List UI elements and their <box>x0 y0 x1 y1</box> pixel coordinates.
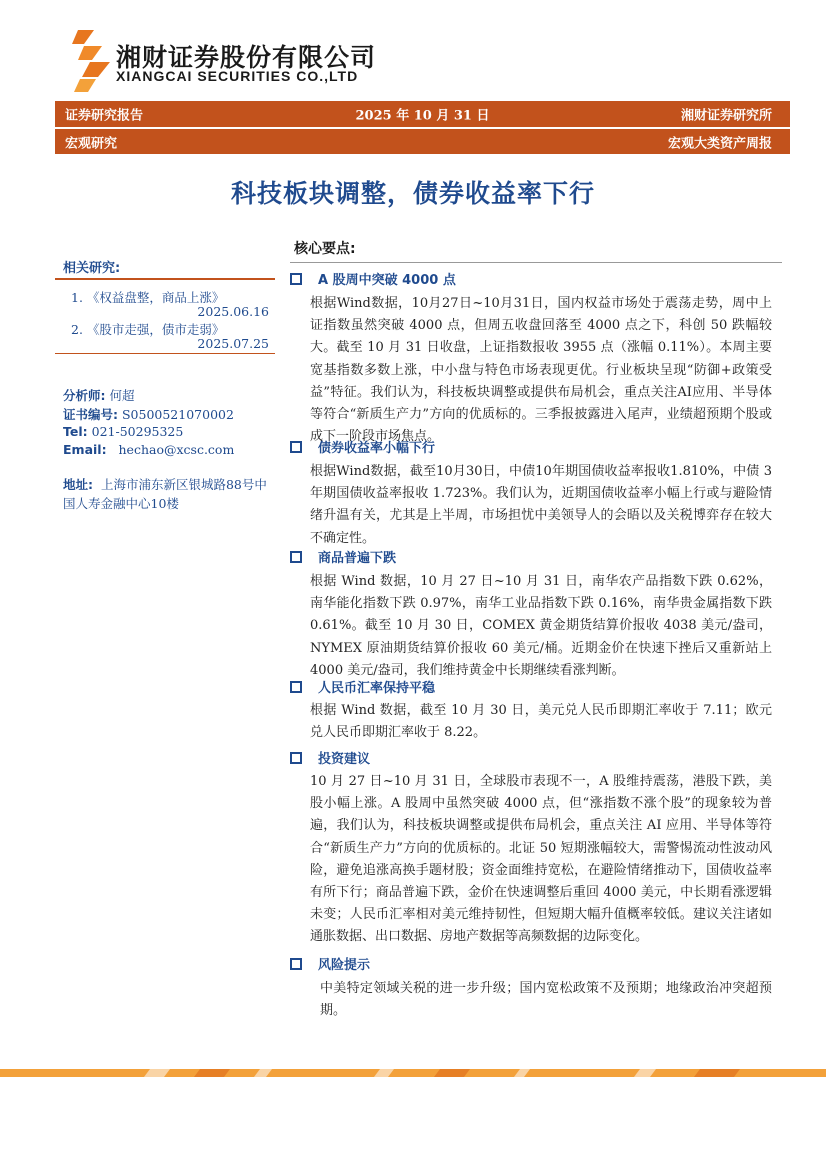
section-title: 风险提示 <box>290 954 370 973</box>
section-title: 商品普遍下跌 <box>290 547 396 566</box>
report-type: 证券研究报告 <box>65 108 144 124</box>
report-date: 2025 年 10 月 31 日 <box>355 108 490 124</box>
company-logo-icon <box>70 30 110 92</box>
analyst-tel: Tel: 021-50295325 <box>63 424 184 439</box>
related-research-item[interactable]: 2. 《股市走强，债市走弱》 <box>71 322 225 337</box>
related-research-item[interactable]: 1. 《权益盘整，商品上涨》 <box>71 290 225 305</box>
category-banner <box>55 129 790 154</box>
core-points-heading: 核心要点: <box>294 241 356 257</box>
header-banner <box>55 101 790 127</box>
section-body: 10 月 27 日~10 月 31 日，全球股市表现不一，A 股维持震荡，港股下跌，美股小幅上涨。A 股周中虽然突破 4000 点，但“涨指数不涨个股”的现象较为普遍，我们认为，科技板块调整或提供布局机会，重点关注 AI 应用、半导体等符合“新质生产力”方向的优质标的。北证 50 短期涨幅较大，需警惕流动性波动风险，避免追涨高换手题材股；资金面维持宽松，在避险情绪推动下，国债收益率有所下行；商品普遍下跌，金价在快速调整后重回 4000 美元，中长期看涨逻辑未变；人民币汇率相对美元维持韧性，但短期大幅升值概率较低。建议关注诸如通胀数据、出口数据、房地产数据等高频数据的边际变化。 <box>310 774 772 945</box>
company-name-en: XIANGCAI SECURITIES CO.,LTD <box>116 68 359 84</box>
divider <box>290 262 782 263</box>
email-link[interactable]: hechao@xcsc.com <box>118 442 235 457</box>
checkbox-bullet-icon <box>290 958 302 970</box>
institute-name: 湘财证券研究所 <box>680 108 772 124</box>
related-research-heading: 相关研究: <box>63 261 121 276</box>
report-category: 宏观研究 <box>65 136 118 151</box>
analyst-email: Email: hechao@xcsc.com <box>63 442 235 457</box>
section-body: 根据 Wind 数据，截至 10 月 30 日，美元兑人民币即期汇率收于 7.11；欧元兑人民币即期汇率收于 8.22。 <box>310 703 772 741</box>
checkbox-bullet-icon <box>290 551 302 563</box>
section-body: 根据 Wind 数据，10 月 27 日~10 月 31 日，南华农产品指数下跌 0.62%，南华能化指数下跌 0.97%，南华工业品指数下跌 0.16%，南华贵金属指数下跌 0.61%。截至 10 月 30 日，COMEX 黄金期货结算价报收 4038 美元/盎司，NYMEX 原油期货结算价报收 60 美元/桶。近期金价在快速下挫后又重新站上 4000 美元/盎司，我们维持黄金中长期继续看涨判断。 <box>310 574 772 678</box>
section-body: 根据Wind数据，10月27日~10月31日，国内权益市场处于震荡走势，周中上证指数虽然突破 4000 点，但周五收盘回落至 4000 点之下，科创 50 跌幅较大。截至 10 月 31 日收盘，上证指数报收 3955 点（涨幅 0.11%）。本周主要宽基指数多数上涨，中小盘与特色市场表现更优。行业板块呈现“防御+政策受益”特征。我们认为，科技板块调整或提供布局机会，重点关注AI应用、半导体等符合“新质生产力”方向的优质标的。三季报披露进入尾声，业绩超预期个股或成下一阶段市场焦点。 <box>310 296 772 445</box>
company-name-cn: 湘财证券股份有限公司 <box>116 43 377 72</box>
divider <box>55 353 275 354</box>
divider <box>55 278 275 280</box>
footer-stripe <box>0 1069 826 1077</box>
checkbox-bullet-icon <box>290 681 302 693</box>
analyst-cert: 证书编号: S0500521070002 <box>63 407 234 422</box>
checkbox-bullet-icon <box>290 752 302 764</box>
checkbox-bullet-icon <box>290 441 302 453</box>
section-title: 人民币汇率保持平稳 <box>290 677 435 696</box>
related-research-date: 2025.06.16 <box>197 304 269 319</box>
section-body: 中美特定领域关税的进一步升级；国内宽松政策不及预期；地缘政治冲突超预期。 <box>320 981 772 1019</box>
section-title: 投资建议 <box>290 748 370 767</box>
checkbox-bullet-icon <box>290 273 302 285</box>
section-body: 根据Wind数据，截至10月30日，中债10年期国债收益率报收1.810%，中债 3 年期国债收益率报收 1.723%。我们认为，近期国债收益率小幅上行或与避险情绪升温有关，尤其是上半周，市场担忧中美领导人的会晤以及关税博弈存在较大不确定性。 <box>310 464 772 546</box>
page-title: 科技板块调整，债券收益率下行 <box>230 179 595 208</box>
analyst-name: 分析师: 何超 <box>63 388 135 403</box>
section-title: 债券收益率小幅下行 <box>290 437 435 456</box>
section-title: A 股周中突破 4000 点 <box>290 269 456 288</box>
analyst-address: 地址: 上海市浦东新区银城路88号中国人寿金融中心10楼 <box>63 477 267 511</box>
related-research-date: 2025.07.25 <box>197 336 269 351</box>
report-series: 宏观大类资产周报 <box>667 136 772 151</box>
